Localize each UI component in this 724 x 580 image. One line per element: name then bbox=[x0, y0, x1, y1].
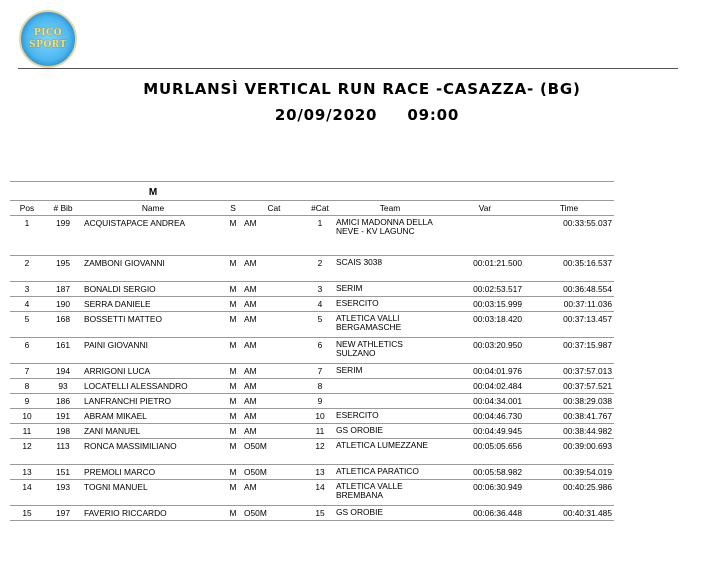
cell-bib: 199 bbox=[44, 216, 82, 256]
cell-time: 00:38:29.038 bbox=[524, 394, 614, 409]
cell-pos: 5 bbox=[10, 312, 44, 338]
cell-pos: 3 bbox=[10, 282, 44, 297]
cell-team: ATLETICA VALLE BREMBANA bbox=[334, 480, 446, 506]
header-sex: S bbox=[224, 201, 242, 216]
pico-sport-logo bbox=[19, 10, 77, 68]
cell-sex: M bbox=[224, 282, 242, 297]
cell-sex: M bbox=[224, 424, 242, 439]
cell-var: 00:02:53.517 bbox=[446, 282, 524, 297]
table-row bbox=[10, 338, 614, 364]
cell-var: 00:06:36.448 bbox=[446, 506, 524, 521]
event-title: MURLANSÌ VERTICAL RUN RACE -CASAZZA- (BG) bbox=[143, 80, 581, 98]
cell-bib: 191 bbox=[44, 409, 82, 424]
cell-cat: O50M bbox=[242, 465, 306, 480]
cell-sex: M bbox=[224, 409, 242, 424]
results-table bbox=[10, 181, 614, 521]
cell-time: 00:39:54.019 bbox=[524, 465, 614, 480]
header-name: Name bbox=[82, 201, 224, 216]
table-row bbox=[10, 364, 614, 379]
table-row bbox=[10, 312, 614, 338]
cell-name: TOGNI MANUEL bbox=[82, 480, 224, 506]
table-row bbox=[10, 256, 614, 282]
cell-cat-rank: 15 bbox=[306, 506, 334, 521]
table-row bbox=[10, 424, 614, 439]
cell-bib: 198 bbox=[44, 424, 82, 439]
event-datetime: 20/09/2020 09:00 bbox=[274, 106, 460, 124]
cell-time: 00:37:57.013 bbox=[524, 364, 614, 379]
cell-sex: M bbox=[224, 506, 242, 521]
cell-sex: M bbox=[224, 379, 242, 394]
cell-name: RONCA MASSIMILIANO bbox=[82, 439, 224, 465]
cell-cat: O50M bbox=[242, 439, 306, 465]
cell-cat: AM bbox=[242, 364, 306, 379]
header-cat: Cat bbox=[242, 201, 306, 216]
table-row bbox=[10, 506, 614, 521]
cell-pos: 12 bbox=[10, 439, 44, 465]
cell-cat-rank: 7 bbox=[306, 364, 334, 379]
cell-bib: 93 bbox=[44, 379, 82, 394]
table-row bbox=[10, 282, 614, 297]
cell-name: ZANI MANUEL bbox=[82, 424, 224, 439]
cell-time: 00:37:11.036 bbox=[524, 297, 614, 312]
cell-sex: M bbox=[224, 312, 242, 338]
cell-team: SERIM bbox=[334, 364, 446, 379]
cell-pos: 6 bbox=[10, 338, 44, 364]
cell-team: AMICI MADONNA DELLA NEVE - KV LAGUNC bbox=[334, 216, 446, 256]
cell-time: 00:39:00.693 bbox=[524, 439, 614, 465]
cell-cat: AM bbox=[242, 338, 306, 364]
cell-team: ATLETICA PARATICO bbox=[334, 465, 446, 480]
cell-name: PAINI GIOVANNI bbox=[82, 338, 224, 364]
cell-cat: AM bbox=[242, 394, 306, 409]
cell-team: SERIM bbox=[334, 282, 446, 297]
logo-line-1: PICO bbox=[34, 28, 62, 38]
table-row bbox=[10, 409, 614, 424]
table-row bbox=[10, 297, 614, 312]
header-row bbox=[10, 201, 614, 216]
cell-cat-rank: 11 bbox=[306, 424, 334, 439]
cell-cat-rank: 13 bbox=[306, 465, 334, 480]
cell-pos: 7 bbox=[10, 364, 44, 379]
cell-name: ABRAM MIKAEL bbox=[82, 409, 224, 424]
cell-time: 00:35:16.537 bbox=[524, 256, 614, 282]
cell-bib: 186 bbox=[44, 394, 82, 409]
cell-sex: M bbox=[224, 465, 242, 480]
cell-cat-rank: 3 bbox=[306, 282, 334, 297]
header-cat-rank: #Cat bbox=[306, 201, 334, 216]
header-bib: # Bib bbox=[44, 201, 82, 216]
cell-cat: AM bbox=[242, 424, 306, 439]
cell-cat-rank: 14 bbox=[306, 480, 334, 506]
cell-sex: M bbox=[224, 338, 242, 364]
cell-pos: 2 bbox=[10, 256, 44, 282]
cell-cat: AM bbox=[242, 480, 306, 506]
cell-team: ESERCITO bbox=[334, 297, 446, 312]
cell-pos: 4 bbox=[10, 297, 44, 312]
cell-var: 00:04:02.484 bbox=[446, 379, 524, 394]
table-row bbox=[10, 465, 614, 480]
cell-pos: 10 bbox=[10, 409, 44, 424]
cell-pos: 11 bbox=[10, 424, 44, 439]
cell-time: 00:37:13.457 bbox=[524, 312, 614, 338]
cell-time: 00:37:57.521 bbox=[524, 379, 614, 394]
cell-name: PREMOLI MARCO bbox=[82, 465, 224, 480]
cell-cat: AM bbox=[242, 282, 306, 297]
cell-sex: M bbox=[224, 439, 242, 465]
cell-bib: 187 bbox=[44, 282, 82, 297]
cell-team bbox=[334, 394, 446, 409]
header-divider bbox=[18, 68, 678, 69]
table-row bbox=[10, 394, 614, 409]
cell-pos: 9 bbox=[10, 394, 44, 409]
cell-cat-rank: 5 bbox=[306, 312, 334, 338]
cell-pos: 13 bbox=[10, 465, 44, 480]
cell-cat-rank: 9 bbox=[306, 394, 334, 409]
cell-name: SERRA DANIELE bbox=[82, 297, 224, 312]
cell-team: ATLETICA LUMEZZANE bbox=[334, 439, 446, 465]
cell-cat: AM bbox=[242, 216, 306, 256]
table-row bbox=[10, 379, 614, 394]
cell-time: 00:38:41.767 bbox=[524, 409, 614, 424]
cell-team: NEW ATHLETICS SULZANO bbox=[334, 338, 446, 364]
cell-var: 00:03:15.999 bbox=[446, 297, 524, 312]
cell-var: 00:04:01.976 bbox=[446, 364, 524, 379]
cell-cat-rank: 2 bbox=[306, 256, 334, 282]
cell-sex: M bbox=[224, 480, 242, 506]
cell-team: ESERCITO bbox=[334, 409, 446, 424]
cell-bib: 190 bbox=[44, 297, 82, 312]
header-var: Var bbox=[446, 201, 524, 216]
cell-var: 00:04:49.945 bbox=[446, 424, 524, 439]
table-row bbox=[10, 439, 614, 465]
cell-name: BOSSETTI MATTEO bbox=[82, 312, 224, 338]
cell-name: FAVERIO RICCARDO bbox=[82, 506, 224, 521]
cell-cat: AM bbox=[242, 379, 306, 394]
cell-team: GS OROBIE bbox=[334, 424, 446, 439]
cell-cat-rank: 8 bbox=[306, 379, 334, 394]
cell-cat-rank: 4 bbox=[306, 297, 334, 312]
cell-bib: 151 bbox=[44, 465, 82, 480]
cell-sex: M bbox=[224, 394, 242, 409]
cell-bib: 197 bbox=[44, 506, 82, 521]
cell-time: 00:38:44.982 bbox=[524, 424, 614, 439]
header-pos: Pos bbox=[10, 201, 44, 216]
cell-var: 00:04:34.001 bbox=[446, 394, 524, 409]
cell-name: ZAMBONI GIOVANNI bbox=[82, 256, 224, 282]
cell-cat-rank: 12 bbox=[306, 439, 334, 465]
cell-time: 00:37:15.987 bbox=[524, 338, 614, 364]
cell-pos: 14 bbox=[10, 480, 44, 506]
cell-cat-rank: 1 bbox=[306, 216, 334, 256]
cell-var: 00:03:20.950 bbox=[446, 338, 524, 364]
cell-bib: 168 bbox=[44, 312, 82, 338]
cell-var: 00:04:46.730 bbox=[446, 409, 524, 424]
cell-sex: M bbox=[224, 256, 242, 282]
table-row bbox=[10, 216, 614, 256]
cell-time: 00:40:25.986 bbox=[524, 480, 614, 506]
cell-team bbox=[334, 379, 446, 394]
group-label: M bbox=[82, 182, 224, 201]
cell-name: BONALDI SERGIO bbox=[82, 282, 224, 297]
cell-time: 00:36:48.554 bbox=[524, 282, 614, 297]
cell-name: LOCATELLI ALESSANDRO bbox=[82, 379, 224, 394]
cell-var: 00:06:30.949 bbox=[446, 480, 524, 506]
cell-cat: O50M bbox=[242, 506, 306, 521]
cell-pos: 8 bbox=[10, 379, 44, 394]
cell-bib: 161 bbox=[44, 338, 82, 364]
cell-var: 00:01:21.500 bbox=[446, 256, 524, 282]
cell-var bbox=[446, 216, 524, 256]
cell-name: ARRIGONI LUCA bbox=[82, 364, 224, 379]
cell-cat: AM bbox=[242, 297, 306, 312]
cell-team: ATLETICA VALLI BERGAMASCHE bbox=[334, 312, 446, 338]
cell-name: LANFRANCHI PIETRO bbox=[82, 394, 224, 409]
cell-bib: 113 bbox=[44, 439, 82, 465]
cell-var: 00:05:05.656 bbox=[446, 439, 524, 465]
table-row bbox=[10, 480, 614, 506]
cell-cat: AM bbox=[242, 312, 306, 338]
cell-bib: 194 bbox=[44, 364, 82, 379]
cell-sex: M bbox=[224, 216, 242, 256]
header-time: Time bbox=[524, 201, 614, 216]
cell-name: ACQUISTAPACE ANDREA bbox=[82, 216, 224, 256]
cell-cat: AM bbox=[242, 409, 306, 424]
cell-time: 00:40:31.485 bbox=[524, 506, 614, 521]
cell-sex: M bbox=[224, 364, 242, 379]
cell-pos: 1 bbox=[10, 216, 44, 256]
cell-bib: 195 bbox=[44, 256, 82, 282]
cell-time: 00:33:55.037 bbox=[524, 216, 614, 256]
group-row bbox=[10, 182, 614, 201]
cell-var: 00:05:58.982 bbox=[446, 465, 524, 480]
cell-cat-rank: 6 bbox=[306, 338, 334, 364]
cell-bib: 193 bbox=[44, 480, 82, 506]
cell-pos: 15 bbox=[10, 506, 44, 521]
cell-var: 00:03:18.420 bbox=[446, 312, 524, 338]
cell-sex: M bbox=[224, 297, 242, 312]
cell-team: GS OROBIE bbox=[334, 506, 446, 521]
logo-line-2: SPORT bbox=[29, 40, 67, 50]
cell-team: SCAIS 3038 bbox=[334, 256, 446, 282]
header-team: Team bbox=[334, 201, 446, 216]
cell-cat-rank: 10 bbox=[306, 409, 334, 424]
cell-cat: AM bbox=[242, 256, 306, 282]
